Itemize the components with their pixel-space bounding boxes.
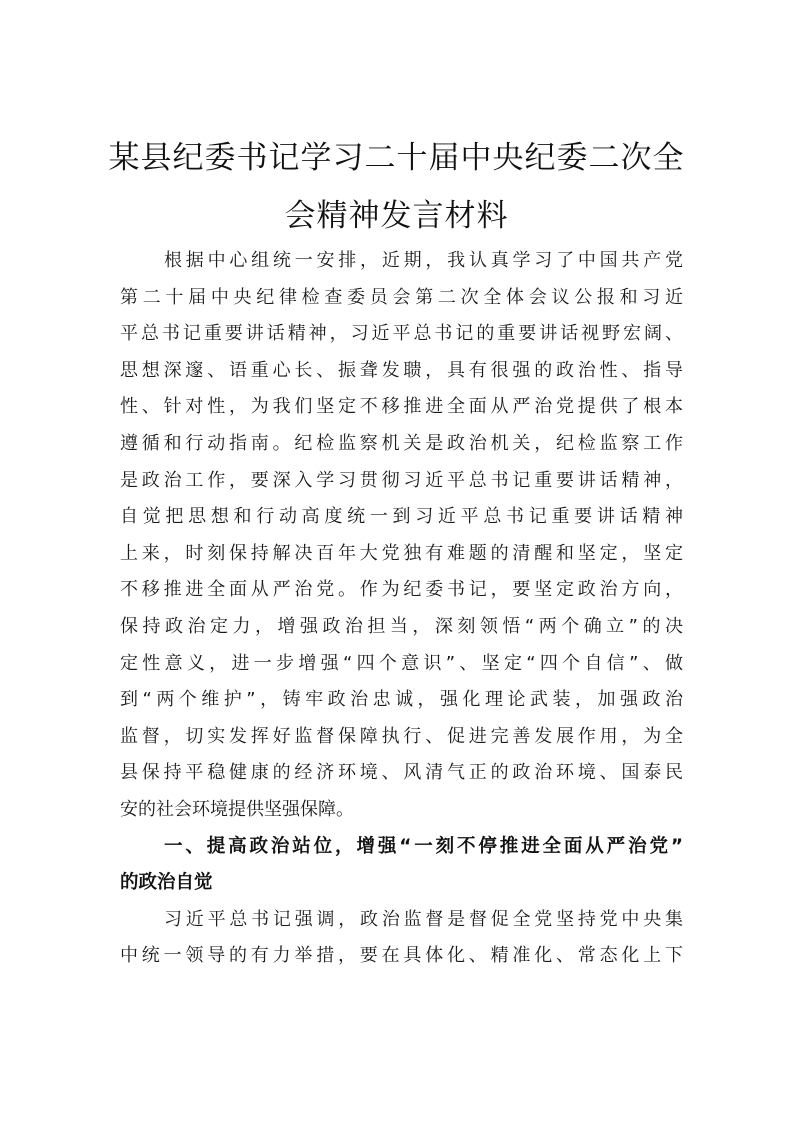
section-heading-continued: 的政治自觉 [120,872,213,894]
body-line: 第二十届中央纪律检查委员会第二次全体会议公报和习近 [120,286,683,308]
body-line: 安的社会环境提供坚强保障。 [120,798,354,820]
body-line: 自觉把思想和行动高度统一到习近平总书记重要讲话精神 [120,506,683,528]
body-line: 不移推进全面从严治党。作为纪委书记，要坚定政治方向， [120,579,683,601]
body-line: 是政治工作，要深入学习贯彻习近平总书记重要讲话精神， [120,469,683,491]
body-line: 习近平总书记强调，政治监督是督促全党坚持党中央集 [164,908,683,930]
body-line: 上来，时刻保持解决百年大党独有难题的清醒和坚定，坚定 [120,542,683,564]
body-line: 平总书记重要讲话精神，习近平总书记的重要讲话视野宏阔、 [120,323,683,345]
body-line: 根据中心组统一安排，近期，我认真学习了中国共产党 [164,250,683,271]
body-line: 监督，切实发挥好监督保障执行、促进完善发展作用，为全 [120,725,683,747]
body-line: 中统一领导的有力举措，要在具体化、精准化、常态化上下 [120,945,683,967]
body-line: 性、针对性，为我们坚定不移推进全面从严治党提供了根本 [120,396,683,418]
document-title-line-1: 某县纪委书记学习二十届中央纪委二次全 [108,140,685,176]
body-line: 保持政治定力，增强政治担当，深刻领悟“两个确立”的决 [120,615,683,637]
body-line: 定性意义，进一步增强“四个意识”、坚定“四个自信”、做 [120,652,683,674]
section-heading: 一、提高政治站位，增强“一刻不停推进全面从严治党” [164,835,683,857]
document-body [120,243,683,975]
body-line: 遵循和行动指南。纪检监察机关是政治机关，纪检监察工作 [120,432,683,454]
body-line: 到“两个维护”，铸牢政治忠诚，强化理论武装，加强政治 [120,689,683,711]
document-title-line-2: 会精神发言材料 [284,198,509,234]
body-line: 县保持平稳健康的经济环境、风清气正的政治环境、国泰民 [120,762,683,784]
body-line: 思想深邃、语重心长、振聋发聩，具有很强的政治性、指导 [120,359,683,381]
